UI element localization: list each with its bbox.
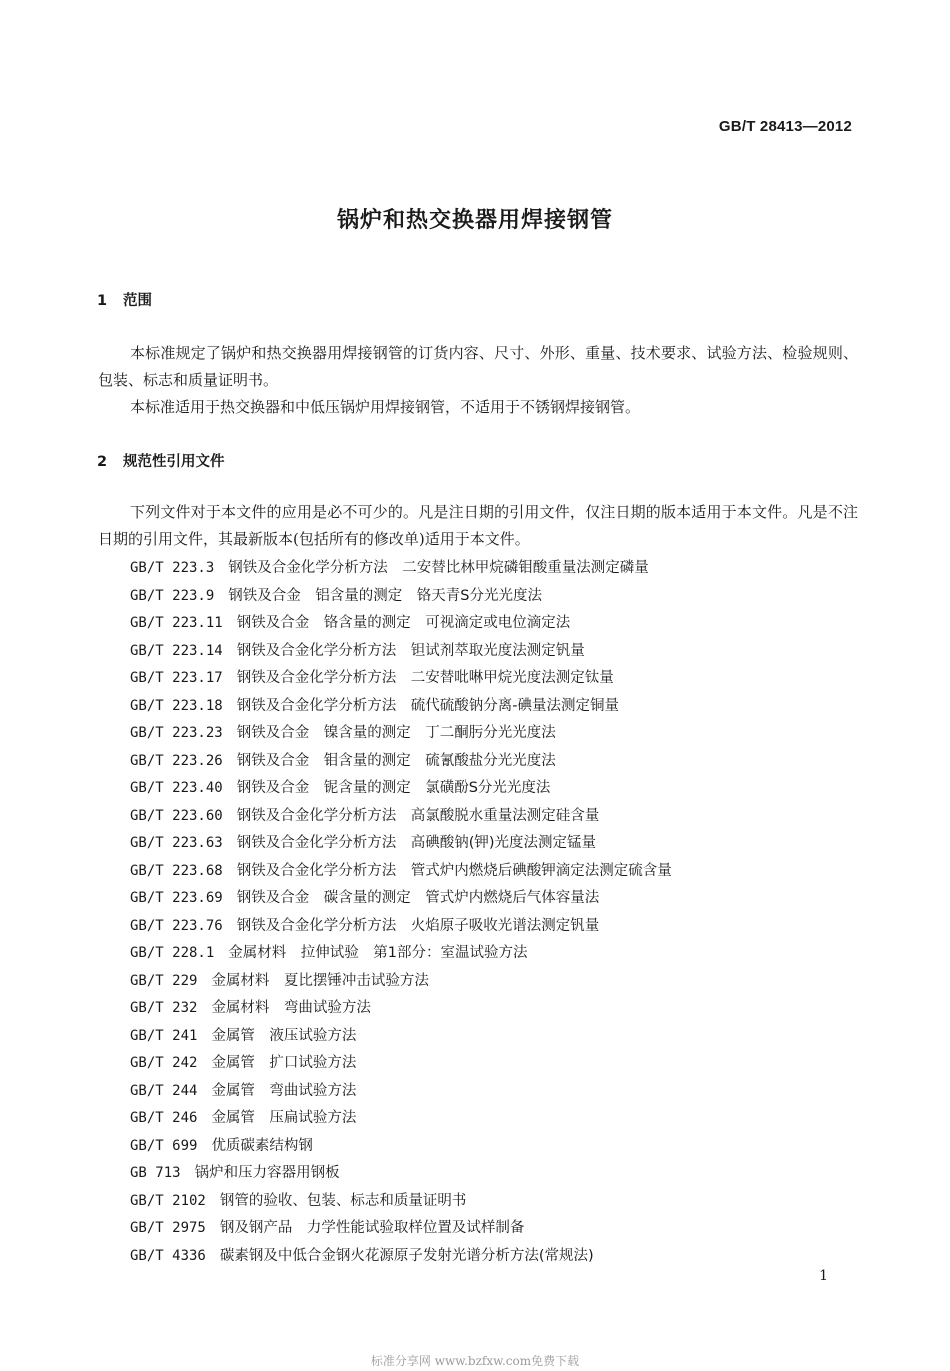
reference-item	[130, 884, 850, 912]
reference-code: GB/T 232	[130, 1000, 198, 1016]
reference-title: 金属管 扩口试验方法	[211, 1055, 357, 1071]
reference-item	[130, 1187, 850, 1215]
reference-item	[130, 692, 850, 720]
reference-code: GB/T 699	[130, 1137, 198, 1154]
reference-code: GB/T 223.9	[130, 587, 215, 604]
reference-item	[130, 912, 850, 940]
reference-item	[130, 1049, 850, 1077]
reference-item	[130, 1242, 850, 1270]
watermark-text: 标准分享网 www.bzfxw.com免费下载	[370, 1354, 580, 1368]
reference-code: GB/T 246	[130, 1110, 198, 1126]
scope-paragraph-1: 本标准规定了锅炉和热交换器用焊接钢管的订货内容、尺寸、外形、重量、技术要求、试验方法、检验规则、包装、标志和质量证明书。	[98, 344, 858, 389]
reference-item	[130, 1132, 850, 1160]
reference-item	[130, 637, 850, 665]
reference-code: GB/T 223.68	[130, 862, 223, 879]
reference-item	[130, 994, 850, 1022]
reference-code: GB/T 223.3	[130, 560, 215, 576]
reference-item	[130, 967, 850, 995]
reference-title: 钢铁及合金化学分析方法 火焰原子吸收光谱法测定钒量	[236, 917, 600, 934]
page-number: 1	[819, 1268, 828, 1284]
reference-title: 金属管 压扁试验方法	[211, 1110, 357, 1126]
reference-code: GB/T 244	[130, 1082, 198, 1099]
reference-item	[130, 1104, 850, 1132]
reference-item	[130, 1022, 850, 1050]
section-heading-normative-references	[97, 450, 225, 471]
reference-title: 钢管的验收、包装、标志和质量证明书	[219, 1192, 467, 1209]
reference-code: GB/T 223.63	[130, 835, 223, 851]
reference-code: GB/T 228.1	[130, 945, 215, 961]
reference-item	[130, 1214, 850, 1242]
reference-code: GB/T 229	[130, 972, 198, 989]
reference-title: 钢铁及合金化学分析方法 高碘酸钠(钾)光度法测定锰量	[236, 835, 597, 851]
reference-title: 碳素钢及中低合金钢火花源原子发射光谱分析方法(常规法)	[219, 1247, 594, 1264]
reference-item	[130, 554, 850, 582]
reference-code: GB/T 223.60	[130, 807, 223, 824]
reference-code: GB/T 223.18	[130, 697, 223, 714]
references-intro-paragraph: 下列文件对于本文件的应用是必不可少的。凡是注日期的引用文件，仅注日期的版本适用于本文件。凡是不注日期的引用文件，其最新版本(包括所有的修改单)适用于本文件。	[98, 503, 858, 548]
reference-item	[130, 1077, 850, 1105]
reference-code: GB/T 223.17	[130, 670, 223, 686]
reference-item	[130, 582, 850, 610]
reference-title: 钢铁及合金 镍含量的测定 丁二酮肟分光光度法	[236, 725, 556, 741]
reference-title: 锅炉和压力容器用钢板	[194, 1165, 340, 1181]
reference-code: GB/T 223.11	[130, 615, 223, 631]
reference-item	[130, 609, 850, 637]
reference-title: 钢铁及合金 碳含量的测定 管式炉内燃烧后气体容量法	[236, 890, 600, 906]
section-heading-scope	[97, 289, 152, 310]
document-title: 锅炉和热交换器用焊接钢管	[336, 208, 613, 233]
reference-title: 钢铁及合金化学分析方法 管式炉内燃烧后碘酸钾滴定法测定硫含量	[236, 862, 672, 879]
reference-code: GB/T 241	[130, 1027, 198, 1044]
reference-item	[130, 802, 850, 830]
reference-title: 钢铁及合金化学分析方法 二安替吡啉甲烷光度法测定钛量	[236, 670, 614, 686]
reference-code: GB 713	[130, 1165, 181, 1181]
reference-title: 钢铁及合金 铝含量的测定 铬天青S分光光度法	[228, 587, 542, 604]
reference-code: GB/T 2975	[130, 1220, 206, 1236]
reference-title: 钢铁及合金 铬含量的测定 可视滴定或电位滴定法	[236, 615, 571, 631]
reference-title: 金属管 液压试验方法	[211, 1027, 357, 1044]
section-title: 规范性引用文件	[123, 454, 225, 470]
reference-item	[130, 939, 850, 967]
reference-title: 金属材料 弯曲试验方法	[211, 1000, 371, 1016]
reference-title: 钢铁及合金化学分析方法 钽试剂萃取光度法测定钒量	[236, 642, 585, 659]
reference-title: 金属管 弯曲试验方法	[211, 1082, 357, 1099]
reference-code: GB/T 223.26	[130, 752, 223, 769]
reference-item	[130, 857, 850, 885]
reference-list	[130, 554, 850, 1269]
document-code: GB/T 28413—2012	[718, 118, 852, 135]
section-number: 2	[97, 454, 108, 470]
reference-title: 金属材料 拉伸试验 第1部分：室温试验方法	[228, 945, 528, 961]
reference-title: 钢铁及合金 铌含量的测定 氯磺酚S分光光度法	[236, 780, 551, 796]
scope-paragraph-2: 本标准适用于热交换器和中低压锅炉用焊接钢管，不适用于不锈钢焊接钢管。	[130, 398, 641, 416]
reference-item	[130, 774, 850, 802]
reference-title: 钢铁及合金 钼含量的测定 硫氰酸盐分光光度法	[236, 752, 556, 769]
section-title: 范围	[123, 293, 152, 309]
reference-title: 钢铁及合金化学分析方法 硫代硫酸钠分离-碘量法测定铜量	[236, 697, 619, 714]
reference-title: 金属材料 夏比摆锤冲击试验方法	[211, 972, 429, 989]
reference-item	[130, 1159, 850, 1187]
reference-title: 钢铁及合金化学分析方法 高氯酸脱水重量法测定硅含量	[236, 807, 600, 824]
reference-code: GB/T 4336	[130, 1247, 206, 1264]
reference-title: 钢铁及合金化学分析方法 二安替比林甲烷磷钼酸重量法测定磷量	[228, 560, 649, 576]
section-number: 1	[97, 293, 108, 309]
reference-item	[130, 829, 850, 857]
reference-item	[130, 747, 850, 775]
reference-item	[130, 664, 850, 692]
reference-item	[130, 719, 850, 747]
reference-code: GB/T 223.76	[130, 917, 223, 934]
reference-title: 优质碳素结构钢	[211, 1137, 313, 1154]
reference-title: 钢及钢产品 力学性能试验取样位置及试样制备	[219, 1220, 525, 1236]
reference-code: GB/T 223.23	[130, 725, 223, 741]
reference-code: GB/T 223.14	[130, 642, 223, 659]
reference-code: GB/T 2102	[130, 1192, 206, 1209]
reference-code: GB/T 242	[130, 1055, 198, 1071]
reference-code: GB/T 223.40	[130, 780, 223, 796]
reference-code: GB/T 223.69	[130, 890, 223, 906]
